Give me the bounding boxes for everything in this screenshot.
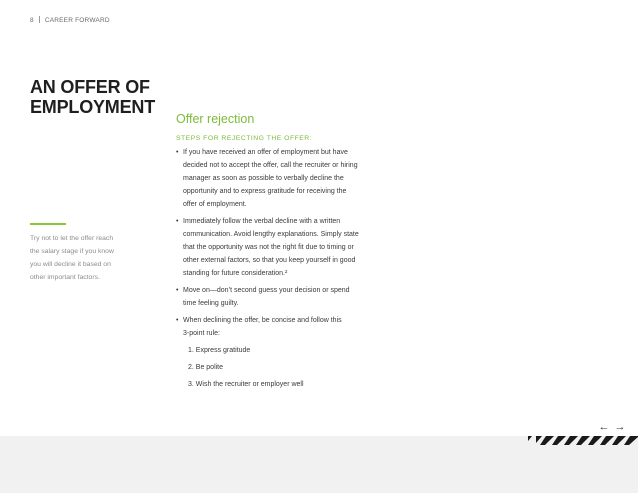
bullet-line: 3-point rule: bbox=[183, 330, 220, 337]
bullet-line: that the opportunity was not the right fit due to timing or bbox=[183, 244, 354, 251]
footer-stripe-decoration bbox=[528, 436, 638, 445]
bullet-line: offer of employment. bbox=[183, 201, 247, 208]
bullet-line: If you have received an offer of employment but have bbox=[183, 149, 348, 156]
section-title-line: AN OFFER OF bbox=[30, 77, 150, 97]
bullet-dot: • bbox=[176, 287, 179, 294]
tip-accent-rule bbox=[30, 223, 66, 225]
page-navigation bbox=[598, 417, 630, 435]
running-header bbox=[30, 16, 110, 24]
bullet-line: decided not to accept the offer, call the recruiter or hiring bbox=[183, 162, 358, 169]
previous-page-arrow-icon[interactable]: ← bbox=[598, 421, 610, 433]
bullet-item bbox=[176, 314, 396, 340]
bullet-dot: • bbox=[176, 317, 179, 324]
bullet-dot: • bbox=[176, 149, 179, 156]
section-title bbox=[30, 77, 170, 117]
content-heading: Offer rejection bbox=[176, 112, 255, 126]
bullet-line: communication. Avoid lengthy explanations. Simply state bbox=[183, 231, 359, 238]
tip-line: the salary stage if you know bbox=[30, 248, 114, 255]
content-subheading: STEPS FOR REJECTING THE OFFER: bbox=[176, 135, 313, 142]
header-divider bbox=[39, 16, 40, 23]
rule-step: 1. Express gratitude bbox=[188, 347, 251, 354]
bullet-dot: • bbox=[176, 218, 179, 225]
main-content bbox=[176, 112, 396, 395]
next-page-arrow-icon[interactable]: → bbox=[614, 421, 626, 433]
page-number: 8 bbox=[30, 17, 34, 24]
bullet-line: When declining the offer, be concise and follow this bbox=[183, 317, 342, 324]
bullet-item bbox=[176, 284, 396, 310]
bullet-line: standing for future consideration.² bbox=[183, 270, 288, 277]
footer-band bbox=[0, 436, 638, 493]
bullet-line: time feeling guilty. bbox=[183, 300, 239, 307]
tip-line: Try not to let the offer reach bbox=[30, 235, 114, 242]
bullet-line: opportunity and to express gratitude for receiving the bbox=[183, 188, 347, 195]
tip-line: you will decline it based on bbox=[30, 261, 111, 268]
bullet-line: manager as soon as possible to verbally decline the bbox=[183, 175, 344, 182]
bullet-item bbox=[176, 146, 396, 211]
tip-line: other important factors. bbox=[30, 274, 100, 281]
bullet-line: other external factors, so that you keep yourself in good bbox=[183, 257, 356, 264]
rule-step: 2. Be polite bbox=[188, 364, 224, 371]
bullet-line: Immediately follow the verbal decline with a written bbox=[183, 218, 341, 225]
running-title: CAREER FORWARD bbox=[44, 17, 110, 24]
bullet-item bbox=[176, 215, 396, 280]
section-title-line: EMPLOYMENT bbox=[30, 97, 156, 117]
sidebar-tip bbox=[30, 232, 150, 284]
rule-step: 3. Wish the recruiter or employer well bbox=[188, 381, 304, 388]
bullet-line: Move on—don’t second guess your decision or spend bbox=[183, 287, 350, 294]
